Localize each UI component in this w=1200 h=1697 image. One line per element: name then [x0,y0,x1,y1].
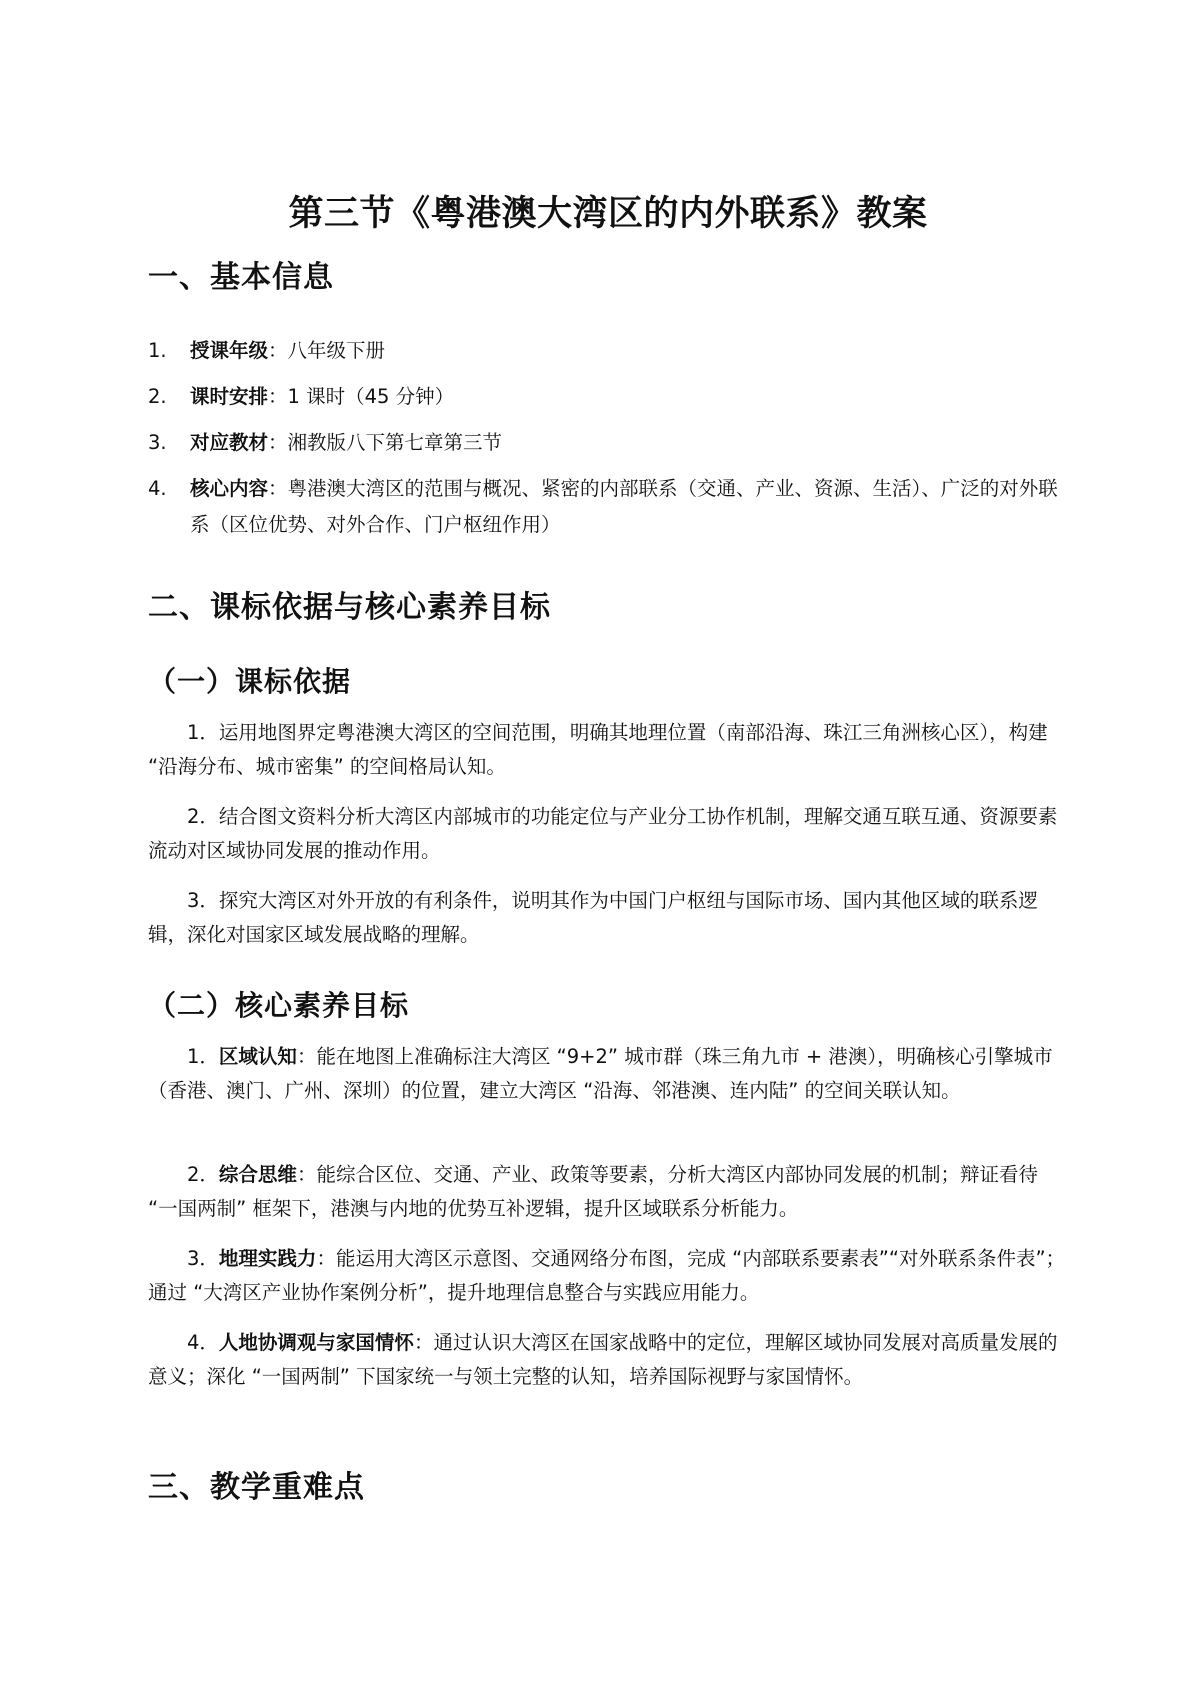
curriculum-paragraph: 3．探究大湾区对外开放的有利条件，说明其作为中国门户枢纽与国际市场、国内其他区域的联系逻辑，深化对国家区域发展战略的理解。 [148,889,1038,946]
list-item-label: 对应教材 [190,431,269,454]
literacy-text: ：能运用大湾区示意图、交通网络分布图，完成 “内部联系要素表”“对外联系条件表”；通过 “大湾区产业协作案例分析”，提升地理信息整合与实践应用能力。 [148,1247,1066,1304]
literacy-number: 1． [187,1045,219,1068]
literacy-paragraph [148,1158,1068,1226]
list-item-label: 核心内容 [190,477,269,500]
document-title: 第三节《粤港澳大湾区的内外联系》教案 [288,194,928,234]
literacy-paragraph [148,1242,1068,1310]
list-item-number: 4. [148,477,167,500]
literacy-label: 区域认知 [218,1045,297,1068]
list-item-number: 3. [148,431,167,454]
literacy-text: ：能综合区位、交通、产业、政策等要素，分析大湾区内部协同发展的机制；辩证看待 “一国两制” 框架下，港澳与内地的优势互补逻辑，提升区域联系分析能力。 [148,1163,1038,1220]
list-item [148,379,1068,415]
literacy-label: 综合思维 [218,1163,297,1186]
list-item-number: 2. [148,385,167,408]
literacy-number: 3． [187,1247,219,1270]
list-item-number: 1. [148,339,167,362]
literacy-number: 4． [187,1331,219,1354]
list-item-label: 课时安排 [190,385,269,408]
list-item-text: ：湘教版八下第七章第三节 [268,431,503,454]
curriculum-paragraph: 1．运用地图界定粤港澳大湾区的空间范围，明确其地理位置（南部沿海、珠江三角洲核心区），构建 “沿海分布、城市密集” 的空间格局认知。 [148,721,1048,778]
list-item-label: 授课年级 [190,339,269,362]
list-item [148,333,1068,369]
literacy-text: ：能在地图上准确标注大湾区 “9+2” 城市群（珠三角九市 + 港澳），明确核心引擎城市（香港、澳门、广州、深圳）的位置，建立大湾区 “沿海、邻港澳、连内陆” 的空间关联认知。 [148,1045,1053,1102]
subsection-heading-core-literacy: （二）核心素养目标 [148,989,410,1022]
list-item [148,471,1068,543]
basic-info-list [148,333,1068,553]
section-heading-curriculum-goals: 二、课标依据与核心素养目标 [148,590,551,625]
literacy-paragraph [148,1326,1068,1394]
literacy-label: 地理实践力 [218,1247,317,1270]
curriculum-paragraph: 2．结合图文资料分析大湾区内部城市的功能定位与产业分工协作机制，理解交通互联互通、资源要素流动对区域协同发展的推动作用。 [148,805,1058,862]
literacy-number: 2． [187,1163,219,1186]
list-item [148,425,1068,461]
literacy-paragraph [148,1040,1068,1108]
list-item-text: ：八年级下册 [268,339,386,362]
literacy-text: ：通过认识大湾区在国家战略中的定位，理解区域协同发展对高质量发展的意义；深化 “一国两制” 下国家统一与领土完整的认知，培养国际视野与家国情怀。 [148,1331,1058,1388]
list-item-text: ：1 课时（45 分钟） [268,385,455,408]
section-heading-basic-info: 一、基本信息 [148,260,334,295]
section-heading-key-difficulties: 三、教学重难点 [148,1470,365,1505]
subsection-heading-curriculum-basis: （一）课标依据 [148,665,352,698]
list-item-text: ：粤港澳大湾区的范围与概况、紧密的内部联系（交通、产业、资源、生活）、广泛的对外联系（区位优势、对外合作、门户枢纽作用） [190,477,1058,536]
literacy-label: 人地协调观与家国情怀 [218,1331,414,1354]
